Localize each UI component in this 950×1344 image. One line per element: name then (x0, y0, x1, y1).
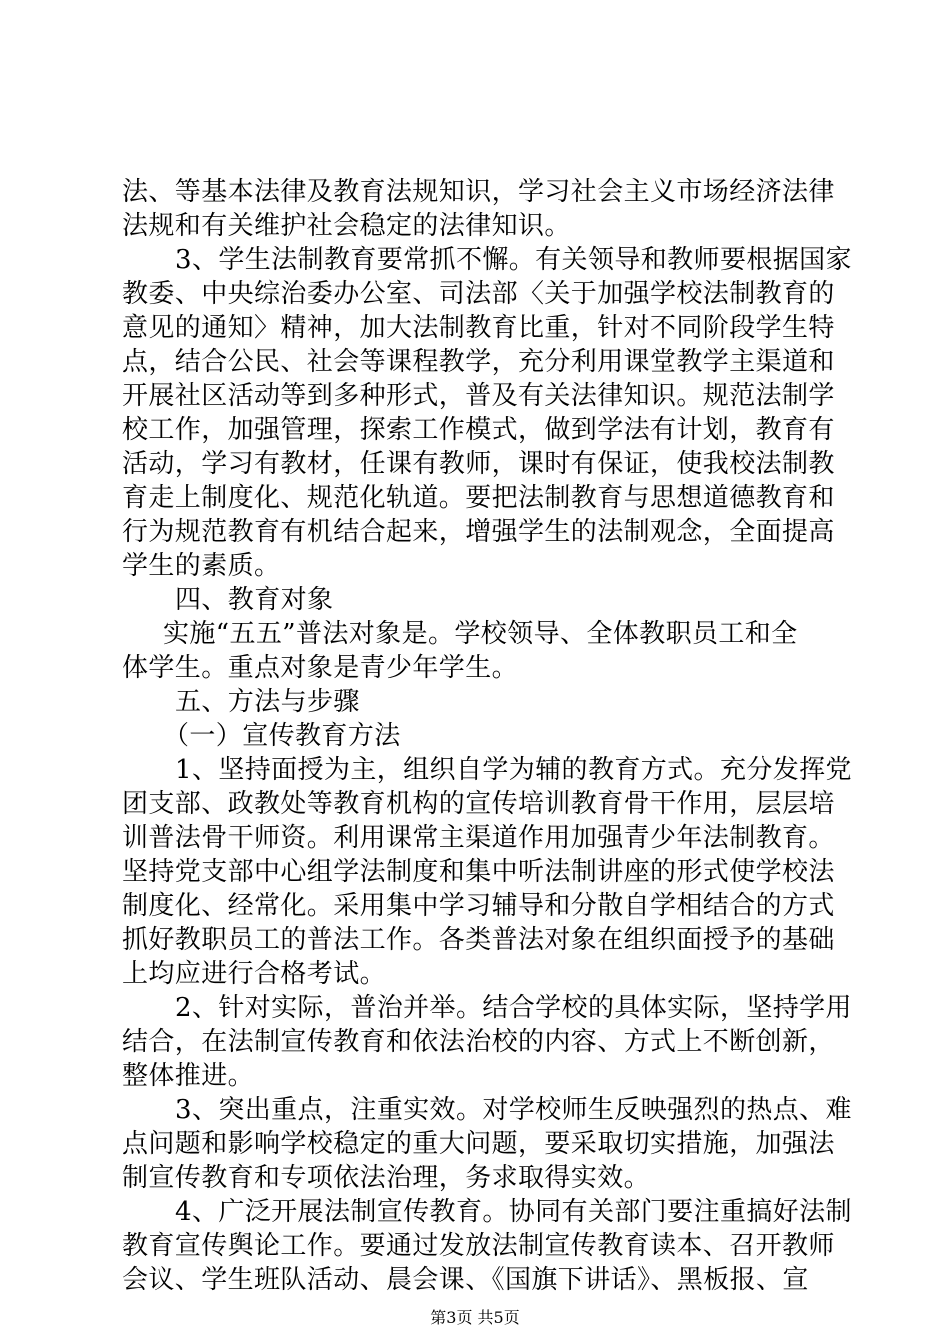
text-line: 学生的素质。 (122, 551, 281, 581)
text-line: 点，结合公民、社会等课程教学，充分利用课堂教学主渠道和 (122, 347, 835, 377)
text-line: 育走上制度化、规范化轨道。要把法制教育与思想道德教育和 (122, 483, 835, 513)
text-line: 开展社区活动等到多种形式，普及有关法律知识。规范法制学 (122, 381, 835, 411)
text-line: 制度化、经常化。采用集中学习辅导和分散自学相结合的方式 (122, 891, 835, 921)
text-line: 教育宣传舆论工作。要通过发放法制宣传教育读本、召开教师 (122, 1231, 835, 1261)
text-line: 活动，学习有教材，任课有教师，课时有保证，使我校法制教 (122, 449, 835, 479)
text-line: 3、学生法制教育要常抓不懈。有关领导和教师要根据国家 (175, 245, 852, 275)
text-line: 点问题和影响学校稳定的重大问题，要采取切实措施，加强法 (122, 1129, 835, 1159)
text-line: 4、广泛开展法制宣传教育。协同有关部门要注重搞好法制 (175, 1197, 852, 1227)
text-line: 3、突出重点，注重实效。对学校师生反映强烈的热点、难 (175, 1095, 852, 1125)
section-heading: 五、方法与步骤 (175, 687, 360, 717)
text-line: 实施“五五”普法对象是。学校领导、全体教职员工和全 (163, 619, 798, 649)
text-line: 上均应进行合格考试。 (122, 959, 387, 989)
text-line: 体学生。重点对象是青少年学生。 (122, 653, 519, 683)
text-line: 训普法骨干师资。利用课常主渠道作用加强青少年法制教育。 (122, 823, 835, 853)
text-line: 法、等基本法律及教育法规知识，学习社会主义市场经济法律 (122, 177, 835, 207)
text-line: 抓好教职员工的普法工作。各类普法对象在组织面授予的基础 (122, 925, 835, 955)
text-line: 团支部、政教处等教育机构的宣传培训教育骨干作用，层层培 (122, 789, 835, 819)
section-heading: 四、教育对象 (175, 585, 334, 615)
subsection-heading: （一）宣传教育方法 (163, 721, 401, 751)
text-line: 2、针对实际，普治并举。结合学校的具体实际，坚持学用 (175, 993, 852, 1023)
text-line: 教委、中央综治委办公室、司法部〈关于加强学校法制教育的 (122, 279, 835, 309)
page-footer: 第3页 共5页 (430, 1308, 520, 1327)
text-line: 会议、学生班队活动、晨会课、《国旗下讲话》、黑板报、宣 (122, 1265, 809, 1295)
text-line: 整体推进。 (122, 1061, 255, 1091)
text-line: 结合，在法制宣传教育和依法治校的内容、方式上不断创新， (122, 1027, 835, 1057)
text-line: 1、坚持面授为主，组织自学为辅的教育方式。充分发挥党 (175, 755, 852, 785)
text-line: 校工作，加强管理，探索工作模式，做到学法有计划，教育有 (122, 415, 835, 445)
text-line: 制宣传教育和专项依法治理，务求取得实效。 (122, 1163, 651, 1193)
text-line: 意见的通知〉精神，加大法制教育比重，针对不同阶段学生特 (122, 313, 835, 343)
text-line: 行为规范教育有机结合起来，增强学生的法制观念，全面提高 (122, 517, 835, 547)
text-line: 坚持党支部中心组学法制度和集中听法制讲座的形式使学校法 (122, 857, 835, 887)
text-line: 法规和有关维护社会稳定的法律知识。 (122, 211, 571, 241)
